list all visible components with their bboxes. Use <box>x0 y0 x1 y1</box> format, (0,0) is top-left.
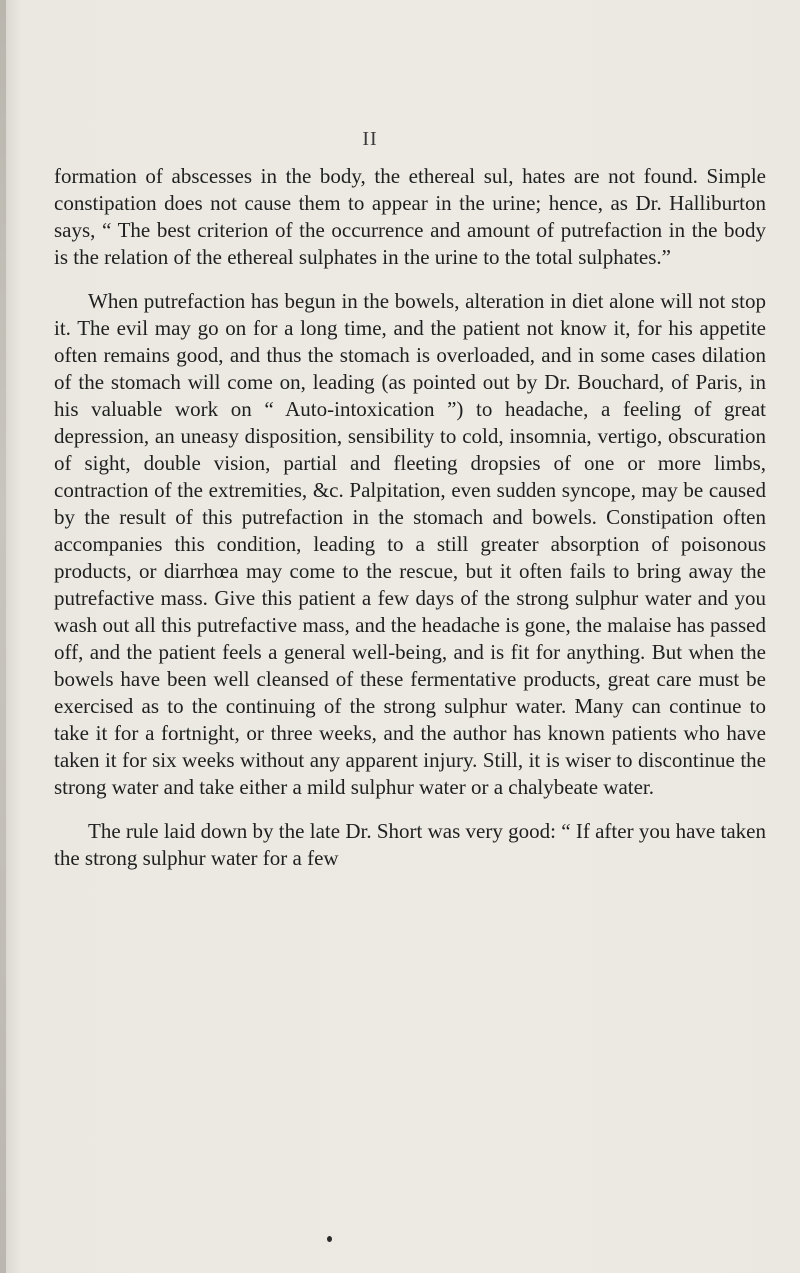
paragraph-putrefaction: When putrefaction has begun in the bowels, alteration in diet alone will not stop it. The evil may go on for a long time, and the patient not know it, for his appetite often remains good, and thus the stomach is overloaded, and in some cases dilation of the stomach will come on, leading (as pointed out by Dr. Bouchard, of Paris, in his valuable work on “ Auto-intoxication ”) to headache, a feeling of great depression, an uneasy disposition, sensibility to cold, insomnia, vertigo, obscuration of sight, double vision, partial and fleeting dropsies of one or more limbs, contraction of the extremities, &c. Palpitation, even sudden syncope, may be caused by the result of this putrefaction in the stomach and bowels. Constipation often accompanies this condition, leading to a still greater absorption of poisonous products, or diarrhœa may come to the rescue, but it often fails to bring away the putrefactive mass. Give this patient a few days of the strong sulphur water and you wash out all this putrefactive mass, and the headache is gone, the malaise has passed off, and the patient feels a general well-being, and is fit for anything. But when the bowels have been well cleansed of these fermentative products, great care must be exercised as to the continuing of the strong sulphur water. Many can continue to take it for a fortnight, or three weeks, and the author has known patients who have taken it for six weeks without any apparent injury. Still, it is wiser to discontinue the strong water and take either a mild sulphur water or a chalybeate water. <box>54 289 766 799</box>
body-text <box>54 163 766 872</box>
paragraph-abscesses: formation of abscesses in the body, the ethereal sul, hates are not found. Simple constipation does not cause them to appear in the urine; hence, as Dr. Halliburton says, “ The best criterion of the occurrence and amount of putrefaction in the body is the relation of the ethereal sulphates in the urine to the total sulphates.” <box>54 164 766 269</box>
page-number: II <box>362 128 378 150</box>
paragraph-dr-short-rule: The rule laid down by the late Dr. Short was very good: “ If after you have taken the strong sulphur water for a few <box>54 819 766 870</box>
page-gutter <box>0 0 6 1273</box>
ink-speck <box>327 1236 332 1242</box>
